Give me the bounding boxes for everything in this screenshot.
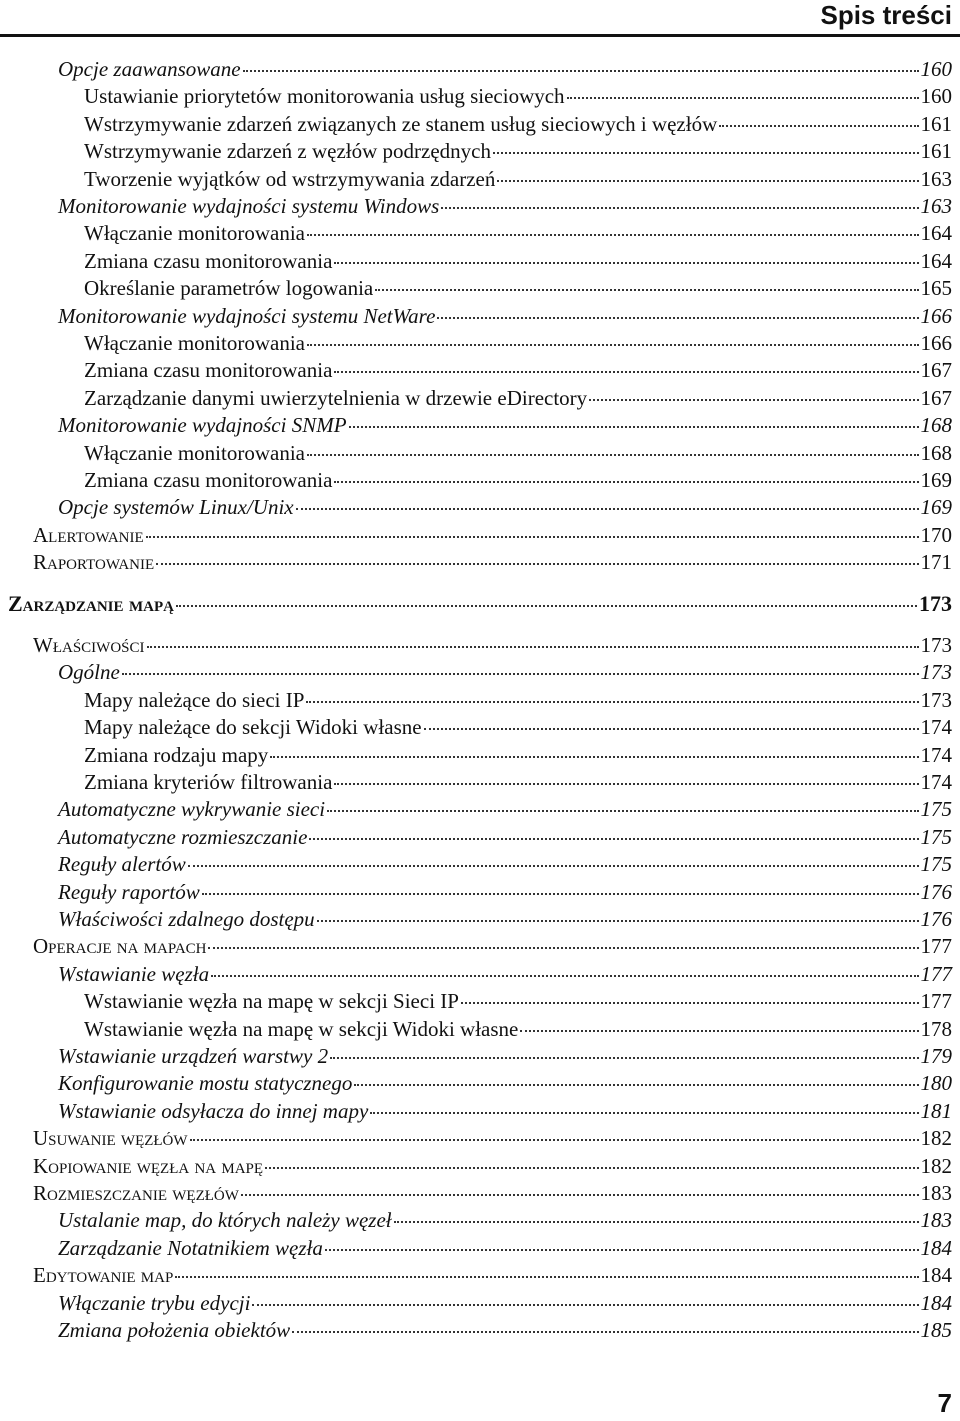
toc-leader-dots	[270, 756, 918, 758]
toc-entry[interactable]	[0, 768, 952, 796]
toc-entry[interactable]	[0, 658, 952, 686]
toc-entry[interactable]	[0, 960, 952, 988]
toc-entry[interactable]	[0, 110, 952, 138]
toc-leader-dots	[330, 1057, 918, 1059]
toc-entry-page: 181	[920, 1098, 952, 1123]
toc-leader-dots	[327, 810, 918, 812]
toc-entry-page: 173	[920, 633, 952, 657]
toc-entry-title: Wstawianie węzła	[58, 961, 210, 986]
toc-entry-title: Włączanie monitorowania	[84, 221, 305, 246]
toc-leader-dots	[208, 947, 918, 949]
toc-entry-page: 184	[920, 1235, 952, 1260]
toc-entry[interactable]	[0, 1124, 952, 1152]
toc-entry-title: Zmiana położenia obiektów	[58, 1318, 291, 1342]
toc-entry-page: 173	[919, 590, 952, 616]
toc-entry[interactable]	[0, 329, 952, 357]
toc-entry[interactable]	[0, 878, 952, 906]
toc-entry-title: Wstawianie węzła na mapę w sekcji Widoki własne	[84, 1016, 519, 1041]
toc-entry-title: Rozmieszczanie węzłów	[33, 1181, 239, 1205]
toc-leader-dots	[437, 317, 918, 319]
toc-entry[interactable]	[0, 1069, 952, 1097]
toc-entry-page: 161	[920, 139, 952, 164]
toc-entry-title: Usuwanie węzłów	[33, 1126, 188, 1151]
page-number: 7	[937, 1388, 952, 1418]
toc-entry[interactable]	[0, 850, 952, 878]
toc-leader-dots	[334, 783, 918, 785]
toc-leader-dots	[493, 152, 919, 154]
toc-entry-page: 174	[920, 742, 952, 767]
toc-leader-dots	[349, 426, 919, 428]
toc-entry-page: 183	[920, 1181, 952, 1205]
toc-leader-dots	[375, 289, 918, 291]
toc-entry[interactable]	[0, 1097, 952, 1125]
toc-entry[interactable]	[0, 274, 952, 302]
toc-entry-title: Zmiana kryteriów filtrowania	[84, 770, 333, 794]
toc-entry[interactable]	[0, 1042, 952, 1070]
toc-leader-dots	[589, 399, 918, 401]
toc-leader-dots	[252, 1304, 918, 1306]
toc-entry-title: Konfigurowanie mostu statycznego	[58, 1071, 353, 1096]
toc-entry-title: Właściwości	[33, 633, 145, 657]
toc-entry-title: Opcje zaawansowane	[58, 57, 241, 81]
toc-leader-dots	[325, 1249, 919, 1251]
toc-entry-page: 160	[920, 84, 952, 109]
toc-entry-title: Opcje systemów Linux/Unix	[58, 495, 294, 520]
toc-entry-page: 163	[920, 166, 952, 191]
toc-entry-page: 164	[920, 248, 952, 273]
toc-entry[interactable]	[0, 1261, 952, 1289]
toc-entry-page: 164	[920, 221, 952, 246]
toc-leader-dots	[241, 1194, 919, 1196]
toc-entry-title: Monitorowanie wydajności systemu Windows	[58, 194, 440, 218]
toc-entry[interactable]	[0, 987, 952, 1015]
toc-leader-dots	[441, 207, 918, 209]
toc-leader-dots	[188, 865, 919, 867]
toc-leader-dots	[370, 1112, 918, 1114]
toc-leader-dots	[334, 371, 918, 373]
header-rule	[0, 34, 960, 37]
toc-entry-title: Włączanie monitorowania	[84, 440, 305, 465]
toc-leader-dots	[146, 536, 919, 538]
toc-entry[interactable]	[0, 1179, 952, 1207]
toc-entry-page: 177	[920, 934, 952, 959]
toc-entry-title: Monitorowanie wydajności SNMP	[58, 413, 347, 438]
toc-entry-title: Edytowanie map	[33, 1263, 174, 1288]
toc-entry-title: Kopiowanie węzła na mapę	[33, 1153, 264, 1178]
toc-entry[interactable]	[0, 192, 952, 220]
toc-chapter-entry[interactable]	[0, 590, 952, 618]
toc-entry-title: Mapy należące do sieci IP	[84, 687, 305, 712]
toc-entry-title: Alertowanie	[33, 522, 144, 547]
toc-entry-page: 168	[920, 413, 952, 438]
toc-entry[interactable]	[0, 548, 952, 576]
toc-entry-page: 184	[920, 1290, 952, 1315]
toc-entry-page: 170	[920, 522, 952, 547]
toc-entry[interactable]	[0, 713, 952, 741]
toc-leader-dots	[334, 262, 918, 264]
toc-leader-dots	[394, 1221, 919, 1223]
toc-leader-dots	[202, 893, 919, 895]
toc-entry-title: Wstrzymywanie zdarzeń z węzłów podrzędnych	[84, 139, 491, 164]
toc-entry-page: 180	[920, 1071, 952, 1096]
toc-entry[interactable]	[0, 466, 952, 494]
toc-entry-page: 182	[920, 1153, 952, 1178]
toc-leader-dots	[317, 920, 919, 922]
toc-entry-page: 160	[920, 57, 952, 81]
toc-entry[interactable]	[0, 631, 952, 659]
toc-entry-page: 175	[920, 797, 952, 822]
toc-entry-title: Operacje na mapach	[33, 934, 207, 959]
page-header-title: Spis treści	[820, 0, 952, 30]
toc-leader-dots	[309, 838, 918, 840]
toc-entry-page: 166	[920, 331, 952, 355]
toc-entry-title: Włączanie trybu edycji	[58, 1290, 251, 1315]
toc-entry-page: 171	[920, 550, 952, 575]
toc-entry-title: Automatyczne rozmieszczanie	[58, 824, 308, 849]
toc-leader-dots	[175, 1276, 918, 1278]
toc-entry[interactable]	[0, 686, 952, 714]
toc-entry-title: Raportowanie	[33, 550, 155, 575]
toc-entry-title: Monitorowanie wydajności systemu NetWare	[58, 303, 436, 328]
toc-entry-title: Automatyczne wykrywanie sieci	[58, 797, 326, 822]
toc-entry[interactable]	[0, 1289, 952, 1317]
toc-entry[interactable]	[0, 302, 952, 330]
toc-entry-page: 163	[920, 194, 952, 218]
toc-entry-title: Włączanie monitorowania	[84, 331, 305, 355]
toc-leader-dots	[520, 1030, 918, 1032]
toc-entry-title: Ustawianie priorytetów monitorowania usług sieciowych	[84, 84, 565, 109]
toc-entry[interactable]	[0, 741, 952, 769]
toc-entry-title: Zmiana czasu monitorowania	[84, 468, 333, 492]
toc-entry-page: 167	[920, 358, 952, 383]
toc-leader-dots	[497, 180, 918, 182]
toc-entry-title: Zmiana czasu monitorowania	[84, 248, 333, 273]
toc-entry-page: 175	[920, 852, 952, 877]
toc-entry-page: 177	[920, 961, 952, 986]
toc-entry-title: Zarządzanie mapą	[8, 590, 175, 616]
toc-entry[interactable]	[0, 165, 952, 193]
toc-entry-page: 166	[920, 303, 952, 328]
toc-entry-page: 173	[920, 660, 952, 685]
toc-entry-title: Określanie parametrów logowania	[84, 276, 374, 301]
toc-entry-title: Mapy należące do sekcji Widoki własne	[84, 715, 422, 740]
toc-entry[interactable]	[0, 795, 952, 823]
toc-entry-title: Ogólne	[58, 660, 120, 685]
toc-entry-page: 175	[920, 824, 952, 849]
toc-entry-title: Tworzenie wyjątków od wstrzymywania zdarzeń	[84, 166, 496, 191]
toc-entry[interactable]	[0, 1015, 952, 1043]
toc-entry-title: Reguły alertów	[58, 852, 186, 877]
toc-leader-dots	[354, 1084, 918, 1086]
toc-entry-title: Właściwości zdalnego dostępu	[58, 907, 315, 931]
toc-entry[interactable]	[0, 1234, 952, 1262]
toc-entry-page: 182	[920, 1126, 952, 1151]
toc-entry[interactable]	[0, 384, 952, 412]
toc-leader-dots	[156, 563, 918, 565]
toc-entry-page: 179	[920, 1044, 952, 1068]
toc-entry-title: Zarządzanie Notatnikiem węzła	[58, 1235, 323, 1260]
toc-entry-page: 173	[920, 687, 952, 712]
toc-entry-page: 174	[920, 770, 952, 794]
toc-entry[interactable]	[0, 1152, 952, 1180]
toc-entry-title: Wstawianie węzła na mapę w sekcji Sieci IP	[84, 989, 459, 1014]
toc-entry[interactable]	[0, 82, 952, 110]
toc-leader-dots	[306, 701, 918, 703]
toc-entry[interactable]	[0, 932, 952, 960]
toc-entry[interactable]	[0, 1206, 952, 1234]
toc-leader-dots	[296, 508, 919, 510]
toc-entry-title: Ustalanie map, do których należy węzeł	[58, 1208, 392, 1233]
toc-entry[interactable]	[0, 247, 952, 275]
toc-entry[interactable]	[0, 1316, 952, 1344]
toc-entry[interactable]	[0, 905, 952, 933]
toc-entry[interactable]	[0, 521, 952, 549]
toc-entry-title: Reguły raportów	[58, 879, 200, 904]
toc-entry-page: 176	[920, 879, 952, 904]
toc-entry-page: 165	[920, 276, 952, 301]
toc-entry[interactable]	[0, 493, 952, 521]
toc-entry-page: 177	[920, 989, 952, 1014]
toc-entry-title: Zmiana czasu monitorowania	[84, 358, 333, 383]
toc-entry-page: 184	[920, 1263, 952, 1288]
toc-leader-dots	[292, 1331, 918, 1333]
toc-entry-page: 161	[920, 111, 952, 136]
toc-entry-page: 174	[920, 715, 952, 740]
toc-entry-title: Wstrzymywanie zdarzeń związanych ze stanem usług sieciowych i węzłów	[84, 111, 718, 136]
toc-entry-page: 185	[920, 1318, 952, 1342]
toc-entry-title: Wstawianie odsyłacza do innej mapy	[58, 1098, 369, 1123]
toc-entry[interactable]	[0, 439, 952, 467]
toc-entry[interactable]	[0, 823, 952, 851]
toc-leader-dots	[190, 1139, 919, 1141]
toc-leader-dots	[147, 646, 919, 648]
toc-entry-page: 183	[920, 1208, 952, 1233]
toc-leader-dots	[307, 344, 919, 346]
toc-entry-page: 167	[920, 385, 952, 410]
toc-entry-page: 169	[920, 468, 952, 492]
toc-entry[interactable]	[0, 137, 952, 165]
toc-entry-title: Zmiana rodzaju mapy	[84, 742, 269, 767]
toc-leader-dots	[307, 454, 919, 456]
toc-leader-dots	[265, 1167, 918, 1169]
toc-entry-page: 169	[920, 495, 952, 520]
toc-entry-page: 176	[920, 907, 952, 931]
toc-leader-dots	[461, 1002, 919, 1004]
toc-entry-title: Wstawianie urządzeń warstwy 2	[58, 1044, 329, 1068]
toc-leader-dots	[424, 728, 919, 730]
toc-leader-dots	[719, 125, 918, 127]
toc-leader-dots	[307, 234, 919, 236]
toc-entry[interactable]	[0, 55, 952, 83]
toc-leader-dots	[243, 70, 919, 72]
toc-entry-title: Zarządzanie danymi uwierzytelnienia w drzewie eDirectory	[84, 385, 588, 410]
toc-entry[interactable]	[0, 356, 952, 384]
toc-leader-dots	[334, 481, 918, 483]
toc-leader-dots	[567, 97, 919, 99]
toc-leader-dots	[176, 605, 917, 607]
toc-entry[interactable]	[0, 411, 952, 439]
toc-leader-dots	[122, 673, 919, 675]
toc-entry-page: 168	[920, 440, 952, 465]
toc-entry-page: 178	[920, 1016, 952, 1041]
toc-leader-dots	[211, 975, 918, 977]
toc-entry[interactable]	[0, 219, 952, 247]
